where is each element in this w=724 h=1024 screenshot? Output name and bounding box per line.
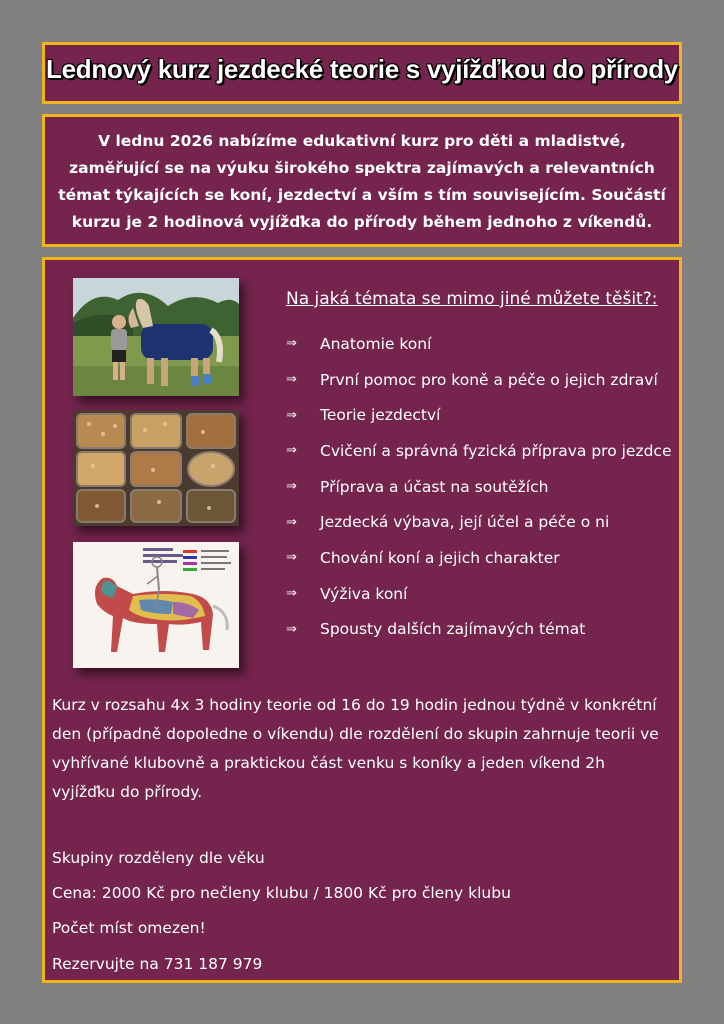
list-item — [286, 433, 671, 469]
course-description: Kurz v rozsahu 4x 3 hodiny teorie od 16 do 19 hodin jednou týdně v konkrétní den (případně dopoledne o víkendu) dle rozdělení do skupin zahrnuje teorii ve vyhřívané klubovně a praktickou část venku s koníky a jeden víkend 2h vyjížďku do přírody. — [52, 696, 659, 801]
arrow-icon: ⇒ — [286, 372, 297, 388]
horse-feed-photo — [73, 410, 239, 526]
horse-anatomy-illustration — [73, 542, 239, 668]
topics-heading: Na jaká témata se mimo jiné můžete těšit?: — [286, 289, 658, 309]
topic-label: Cvičení a správná fyzická příprava pro jezdce — [320, 441, 672, 460]
topic-label: Chování koní a jejich charakter — [320, 548, 560, 567]
topic-label: Jezdecká výbava, její účel a péče o ni — [320, 513, 610, 532]
list-item — [286, 362, 671, 398]
arrow-icon: ⇒ — [286, 550, 297, 566]
intro-panel — [42, 114, 682, 247]
arrow-icon: ⇒ — [286, 407, 297, 423]
list-item — [286, 326, 671, 362]
title-panel — [42, 42, 682, 104]
topic-label: Anatomie koní — [320, 334, 432, 353]
page-title: Lednový kurz jezdecké teorie s vyjížďkou do přírody — [46, 54, 678, 84]
groups-info: Skupiny rozděleny dle věku — [52, 849, 265, 867]
horse-photo — [73, 278, 239, 396]
price-info: Cena: 2000 Kč pro nečleny klubu / 1800 Kč pro členy klubu — [52, 884, 511, 902]
list-item — [286, 397, 671, 433]
main-panel — [42, 257, 682, 983]
topic-label: Spousty dalších zajímavých témat — [320, 620, 586, 639]
list-item — [286, 469, 671, 505]
topic-label: První pomoc pro koně a péče o jejich zdraví — [320, 370, 658, 389]
list-item — [286, 576, 671, 612]
capacity-info: Počet míst omezen! — [52, 919, 206, 937]
topic-label: Příprava a účast na soutěžích — [320, 477, 549, 496]
list-item — [286, 504, 671, 540]
reservation-info: Rezervujte na 731 187 979 — [52, 955, 263, 973]
arrow-icon: ⇒ — [286, 586, 297, 602]
intro-text: V lednu 2026 nabízíme edukativní kurz pro děti a mladistvé, zaměřující se na výuku širokého spektra zajímavých a relevantních témat týkajících se koní, jezdectví a vším s tím souvisejícím. Součástí kurzu je 2 hodinová vyjížďka do přírody během jednoho z víkendů. — [58, 132, 666, 231]
list-item — [286, 612, 671, 648]
arrow-icon: ⇒ — [286, 621, 297, 637]
arrow-icon: ⇒ — [286, 479, 297, 495]
topic-label: Teorie jezdectví — [320, 406, 441, 425]
arrow-icon: ⇒ — [286, 336, 297, 352]
list-item — [286, 540, 671, 576]
topic-label: Výživa koní — [320, 584, 408, 603]
arrow-icon: ⇒ — [286, 514, 297, 530]
topics-list — [286, 326, 671, 647]
arrow-icon: ⇒ — [286, 443, 297, 459]
